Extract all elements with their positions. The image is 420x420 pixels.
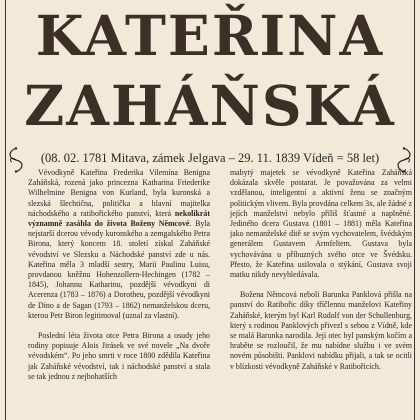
left-border-line xyxy=(5,0,6,420)
left-paragraph-2: Poslední léta života otce Petra Birona a osudy jeho rodiny popisuje Alois Jirásek ve své novele „Na dvoře vévodském“. Po jeho smrti v roce 1800 zdědila Kateřina jak Zaháňské vévodství, tak i náchodské panství a stala se tak jednou z nejbohatších xyxy=(28,331,210,381)
title-line-2: ZAHÁŇSKÁ xyxy=(24,73,396,138)
left-text-column xyxy=(28,168,210,382)
right-paragraph-1: mabytý majetek se vévodkyně Kateřina Zaháňská dokázala skvěle postarat. Je považována za velmi vzdělanou, inteligentní a aktivní ženu se značným politickým vlivem. Byla provdána celkem 3x, ale žádné z jejích manželství nebylo příliš šťastné a naplněné. Jediného dcera Gustava (1801 – 1881) měla Kateřina jako nemanželské dítě se svým vychovatelem, švédským generálem Gustavem Armfeltem. Gustava byla vychovávána u příbuzných svého otce ve Švédsku. Přesto, že Kateřina usilovala o stýkání, Gustava svoji matku nikdy nevyhledávala. xyxy=(230,168,412,280)
left-p1-text-a: Vévodkyně Kateřina Frederika Vilemína Benigna Zaháňská, rozená jako princezna Katharina Friederike Wilhelmine Benigna von Kurland, byla kuronská a slezská šlechtična, politička a hlavní majitelka náchodského a ratibořického panství, která xyxy=(28,168,210,218)
right-text-column xyxy=(230,168,412,372)
left-p1-bold-text: nekolikrát významně zasáhla do života Boženy Němcové xyxy=(28,208,210,229)
title-line-1: KATEŘINA xyxy=(35,3,385,68)
left-p1-text-b: . Byla nejstarší dcerou vévody kuronského a zemgalského Petra Birona, který koncem 18. století získal Zaháňské vévodství ve Slezsku a Náchodské panství zde u nás. Kateřina měla 3 mladší sestry, Marii Paulinu Luisu, provdanou kněžnu Hohenzollern-Hechingen (1782 – 1845), Johannu Katharinu, pozdější vévodkyni di Acerenza (1783 – 1876) a Dorotheu, pozdější vévodkyni de Dino a de Sagan (1793 – 1862) nemanželskou dceru, kterou Petr Biron legitimoval (uznal za vlastní). xyxy=(28,219,211,320)
right-border-line xyxy=(414,0,415,420)
life-dates-subtitle: (08. 02. 1781 Mitava, zámek Jelgava – 29. 11. 1839 Vídeň = 58 let) xyxy=(40,151,380,165)
left-paragraph-1 xyxy=(28,168,210,321)
right-paragraph-2: Božena Němcová neboli Barunka Panklová přišla na panství do Ratibořic díky tříčlennu manželovi Kateřiny Zaháňské, kterým byl Karl Rudolf von der Schullenburg, který s rodinou Panklových přivezl s sebou z Vídně, kde se malá Barunka narodila. Její otec byl panským kočím a hraběte se rozloučil, že mu nabídne službu i ve svém novém působišti. Panklovi nabídku přijali, a tak se ocitli v blízkosti vévodkyně Zaháňské v Ratibořicích. xyxy=(230,290,412,371)
